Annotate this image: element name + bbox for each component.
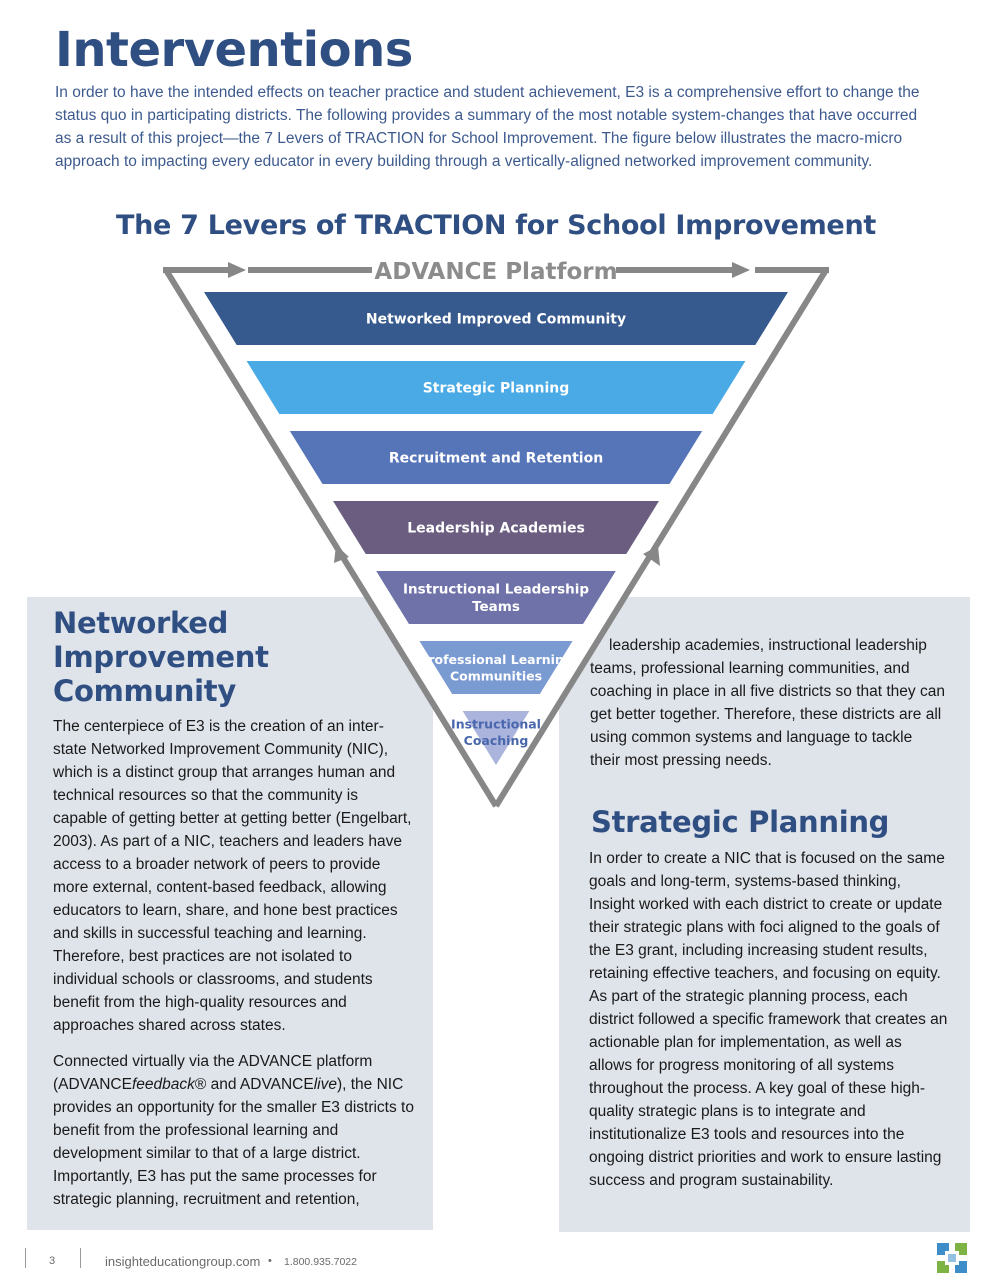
strategic-planning-paragraph: In order to create a NIC that is focused on the same goals and long-term, systems-based thinking, Insight worked with each district to create or update their strategic plans with foci aligned to the goals of the E3 grant, including increasing student results, retaining effective teachers, and focusing on equity. As part of the strategic planning process, each district followed a specific framework that creates an actionable plan for implementation, as well as allows for progress monitoring of all systems throughout the process. A key goal of these high-quality strategic plans is to integrate and institutionalize E3 tools and resources into the ongoing district priorities and work to ensure lasting success and program sustainability. <box>589 850 948 1189</box>
footer-separator: • <box>268 1255 272 1267</box>
nic-paragraph-2-part-c: ® and ADVANCE <box>194 1076 314 1093</box>
page-number: 3 <box>49 1255 56 1267</box>
strategic-planning-heading: Strategic Planning <box>591 805 890 839</box>
footer-divider-right <box>80 1248 81 1268</box>
lever-label-2: Strategic Planning <box>422 380 570 397</box>
nic-heading-line-2: Improvement <box>53 640 269 674</box>
lever-label-6: Professional Learning Communities <box>419 651 573 684</box>
footer-website[interactable]: insighteducationgroup.com <box>105 1254 261 1269</box>
nic-paragraph-2-part-e: ), the NIC provides an opportunity for the smaller E3 districts to benefit from the professional learning and development similar to that of a large district. Importantly, E3 has put the same processes for strategic planning, recruitment and retention, <box>53 1076 414 1208</box>
page-title: Interventions <box>55 22 413 78</box>
nic-paragraph-2-live: live <box>313 1076 337 1093</box>
continued-paragraph: leadership academies, instructional leadership teams, professional learning communities, and coaching in place in all five districts so that they can get better together. Therefore, these districts are all using common systems and language to tackle their most pressing needs. <box>590 637 945 769</box>
footer-phone: 1.800.935.7022 <box>284 1256 357 1268</box>
nic-paragraph-1: The centerpiece of E3 is the creation of an inter-state Networked Improvement Community (NIC), which is a distinct group that arranges human and technical resources so that the community is capable of getting better at getting better (Engelbart, 2003). As part of a NIC, teachers and leaders have access to a broader network of peers to provide more external, content-based feedback, allowing educators to learn, share, and hone best practices and skills in successful teaching and learning. Therefore, best practices are not isolated to individual schools or classrooms, and students benefit from the high-quality resources and approaches shared across states. <box>53 718 412 1034</box>
footer-divider-left <box>25 1248 26 1268</box>
lever-label-5: Instructional Leadership Teams <box>402 581 590 616</box>
nic-heading-line-1: Networked <box>53 606 229 640</box>
nic-paragraph-2 <box>53 1050 415 1211</box>
lever-label-1: Networked Improved Community <box>365 311 627 328</box>
nic-paragraph-2-part-a: Connected virtually via the ADVANCE platform (ADVANCE <box>53 1053 373 1093</box>
lever-label-4: Leadership Academies <box>407 520 585 537</box>
lever-label-7: Instructional Coaching <box>451 716 541 748</box>
nic-paragraph-2-feedback: feedback <box>131 1076 195 1093</box>
advance-platform-label: ADVANCE Platform <box>374 259 618 285</box>
nic-heading-line-3: Community <box>53 674 236 708</box>
lever-label-3: Recruitment and Retention <box>388 450 604 467</box>
figure-title: The 7 Levers of TRACTION for School Improvement <box>116 210 876 241</box>
intro-paragraph: In order to have the intended effects on teacher practice and student achievement, E3 is a comprehensive effort to change the status quo in participating districts. The following provides a summary of the most notable system-changes that have occurred as a result of this project—the 7 Levers of TRACTION for School Improvement. The figure below illustrates the macro-micro approach to impacting every educator in every building through a vertically-aligned networked improvement community. <box>55 84 920 170</box>
insight-logo-icon <box>936 1242 968 1274</box>
